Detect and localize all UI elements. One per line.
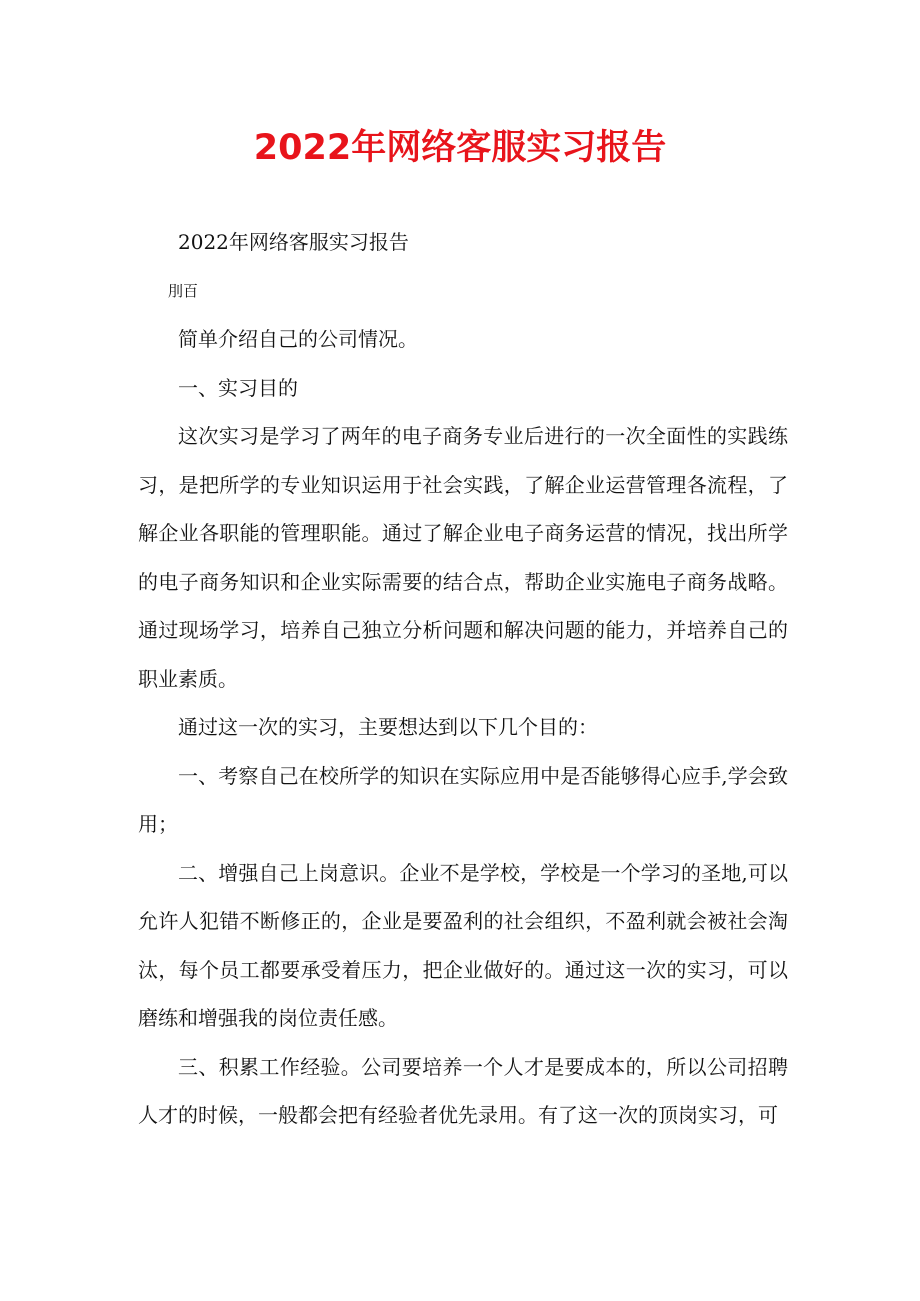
paragraph: 二、增强自己上岗意识。企业不是学校，学校是一个学习的圣地,可以允许人犯错不断修正的，企业是要盈利的社会组织，不盈利就会被社会淘汰，每个员工都要承受着压力，把企业做好的。通过这一次的实习，可以磨练和增强我的岗位责任感。 [138, 860, 788, 1030]
paragraph: 通过这一次的实习，主要想达到以下几个目的： [178, 715, 598, 739]
preface-heading: 刖百 [168, 281, 199, 300]
paragraph: 三、积累工作经验。公司要培养一个人才是要成本的，所以公司招聘人才的时候，一般都会把有经验者优先录用。有了这一次的顶岗实习，可 [138, 1054, 788, 1127]
document-title: 2022年网络客服实习报告 [253, 128, 667, 168]
subtitle-line: 2022年网络客服实习报告 [178, 230, 409, 254]
paragraph: 一、考察自己在校所学的知识在实际应用中是否能够得心应手,学会致用； [138, 763, 788, 836]
paragraph: 简单介绍自己的公司情况。 [178, 327, 418, 351]
document-body [138, 218, 788, 1140]
section-heading: 一、实习目的 [178, 375, 298, 400]
paragraph: 这次实习是学习了两年的电子商务专业后进行的一次全面性的实践练习，是把所学的专业知识运用于社会实践，了解企业运营管理各流程，了解企业各职能的管理职能。通过了解企业电子商务运营的情况，找出所学的电子商务知识和企业实际需要的结合点，帮助企业实施电子商务战略。通过现场学习，培养自己独立分析问题和解决问题的能力，并培养自己的职业素质。 [138, 424, 788, 691]
